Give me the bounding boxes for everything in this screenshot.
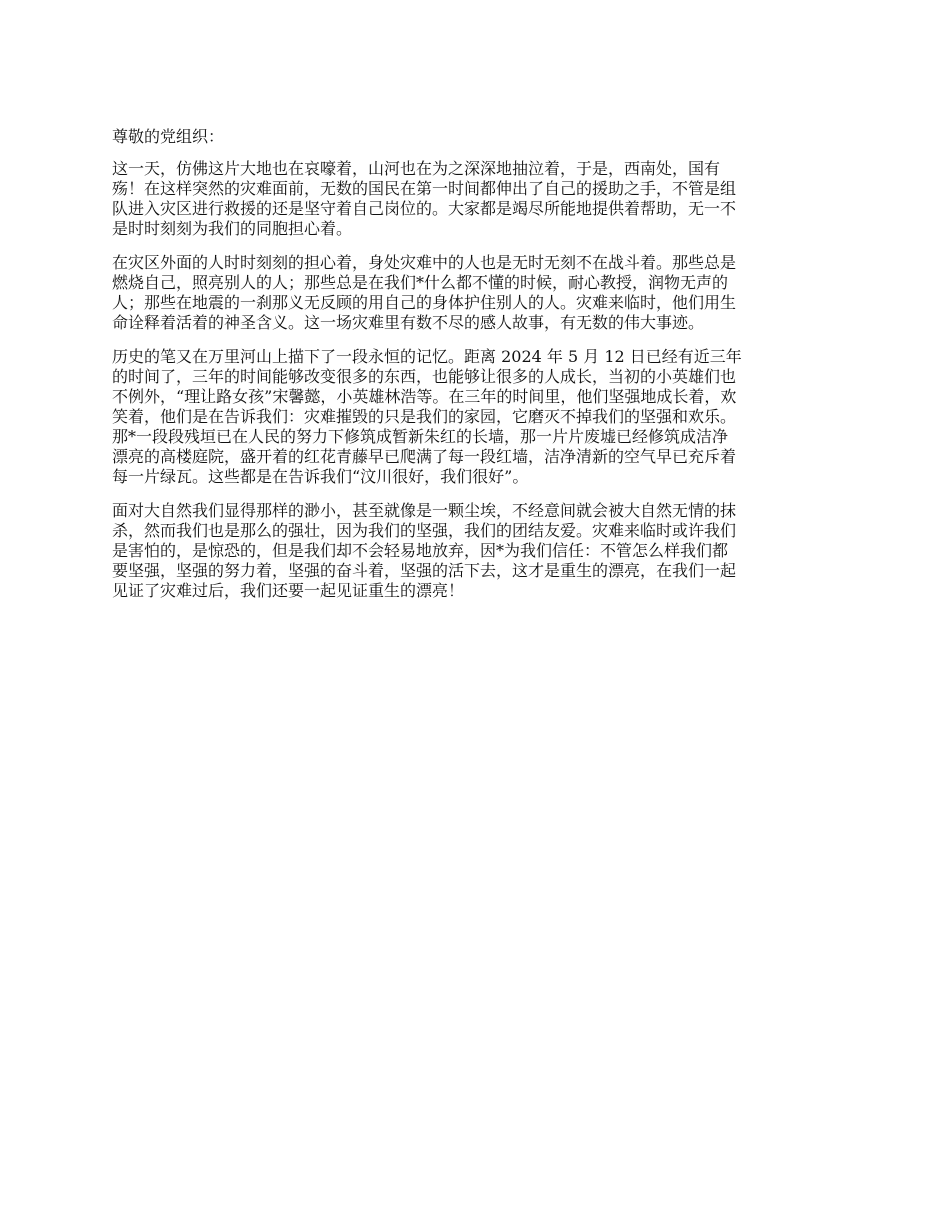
paragraph-line: 这一天，仿佛这片大地也在哀嚎着，山河也在为之深深地抽泣着，于是，西南处，国有	[112, 159, 721, 178]
paragraph-2	[112, 253, 840, 333]
paragraph-line: 队进入灾区进行救援的还是坚守着自己岗位的。大家都是竭尽所能地提供着帮助，无一不	[112, 199, 737, 218]
paragraph-line: 每一片绿瓦。这些都是在告诉我们“汶川很好，我们很好”。	[112, 467, 529, 486]
paragraph-line: 的时间了，三年的时间能够改变很多的东西，也能够让很多的人成长，当初的小英雄们也	[112, 367, 737, 386]
paragraph-line: 殇！在这样突然的灾难面前，无数的国民在第一时间都伸出了自己的援助之手，不管是组	[112, 179, 737, 198]
paragraph-line: 不例外，“理让路女孩”宋馨懿，小英雄林浩等。在三年的时间里，他们坚强地成长着，欢	[112, 387, 737, 406]
paragraph-line: 命诠释着活着的神圣含义。这一场灾难里有数不尽的感人故事，有无数的伟大事迹。	[112, 313, 705, 332]
paragraph-1	[112, 159, 840, 239]
salutation: 尊敬的党组织：	[112, 127, 225, 146]
paragraph-line: 燃烧自己，照亮别人的人；那些总是在我们*什么都不懂的时候，耐心教授，润物无声的	[112, 273, 729, 292]
paragraph-line: 是害怕的，是惊恐的，但是我们却不会轻易地放弃，因*为我们信任：不管怎么样我们都	[112, 541, 729, 560]
paragraph-line: 笑着，他们是在告诉我们：灾难摧毁的只是我们的家园，它磨灭不掉我们的坚强和欢乐。	[112, 407, 737, 426]
paragraph-4	[112, 501, 840, 601]
paragraph-line: 见证了灾难过后，我们还要一起见证重生的漂亮！	[112, 581, 465, 600]
paragraph-line: 历史的笔又在万里河山上描下了一段永恒的记忆。距离 2024 年 5 月 12 日已经有近三年	[112, 347, 742, 366]
paragraph-line: 在灾区外面的人时时刻刻的担心着，身处灾难中的人也是无时无刻不在战斗着。那些总是	[112, 253, 737, 272]
paragraph-line: 漂亮的高楼庭院，盛开着的红花青藤早已爬满了每一段红墙，洁净清新的空气早已充斥着	[112, 447, 737, 466]
paragraph-3	[112, 347, 840, 487]
paragraph-line: 要坚强，坚强的努力着，坚强的奋斗着，坚强的活下去，这才是重生的漂亮，在我们一起	[112, 561, 737, 580]
paragraph-line: 人；那些在地震的一刹那义无反顾的用自己的身体护住别人的人。灾难来临时，他们用生	[112, 293, 737, 312]
paragraph-line: 是时时刻刻为我们的同胞担心着。	[112, 219, 353, 238]
paragraph-line: 面对大自然我们显得那样的渺小，甚至就像是一颗尘埃，不经意间就会被大自然无情的抹	[112, 501, 737, 520]
paragraph-line: 杀，然而我们也是那么的强壮，因为我们的坚强，我们的团结友爱。灾难来临时或许我们	[112, 521, 737, 540]
paragraph-line: 那*一段段残垣已在人民的努力下修筑成暂新朱红的长墙，那一片片废墟已经修筑成洁净	[112, 427, 729, 446]
document-body	[112, 127, 840, 615]
